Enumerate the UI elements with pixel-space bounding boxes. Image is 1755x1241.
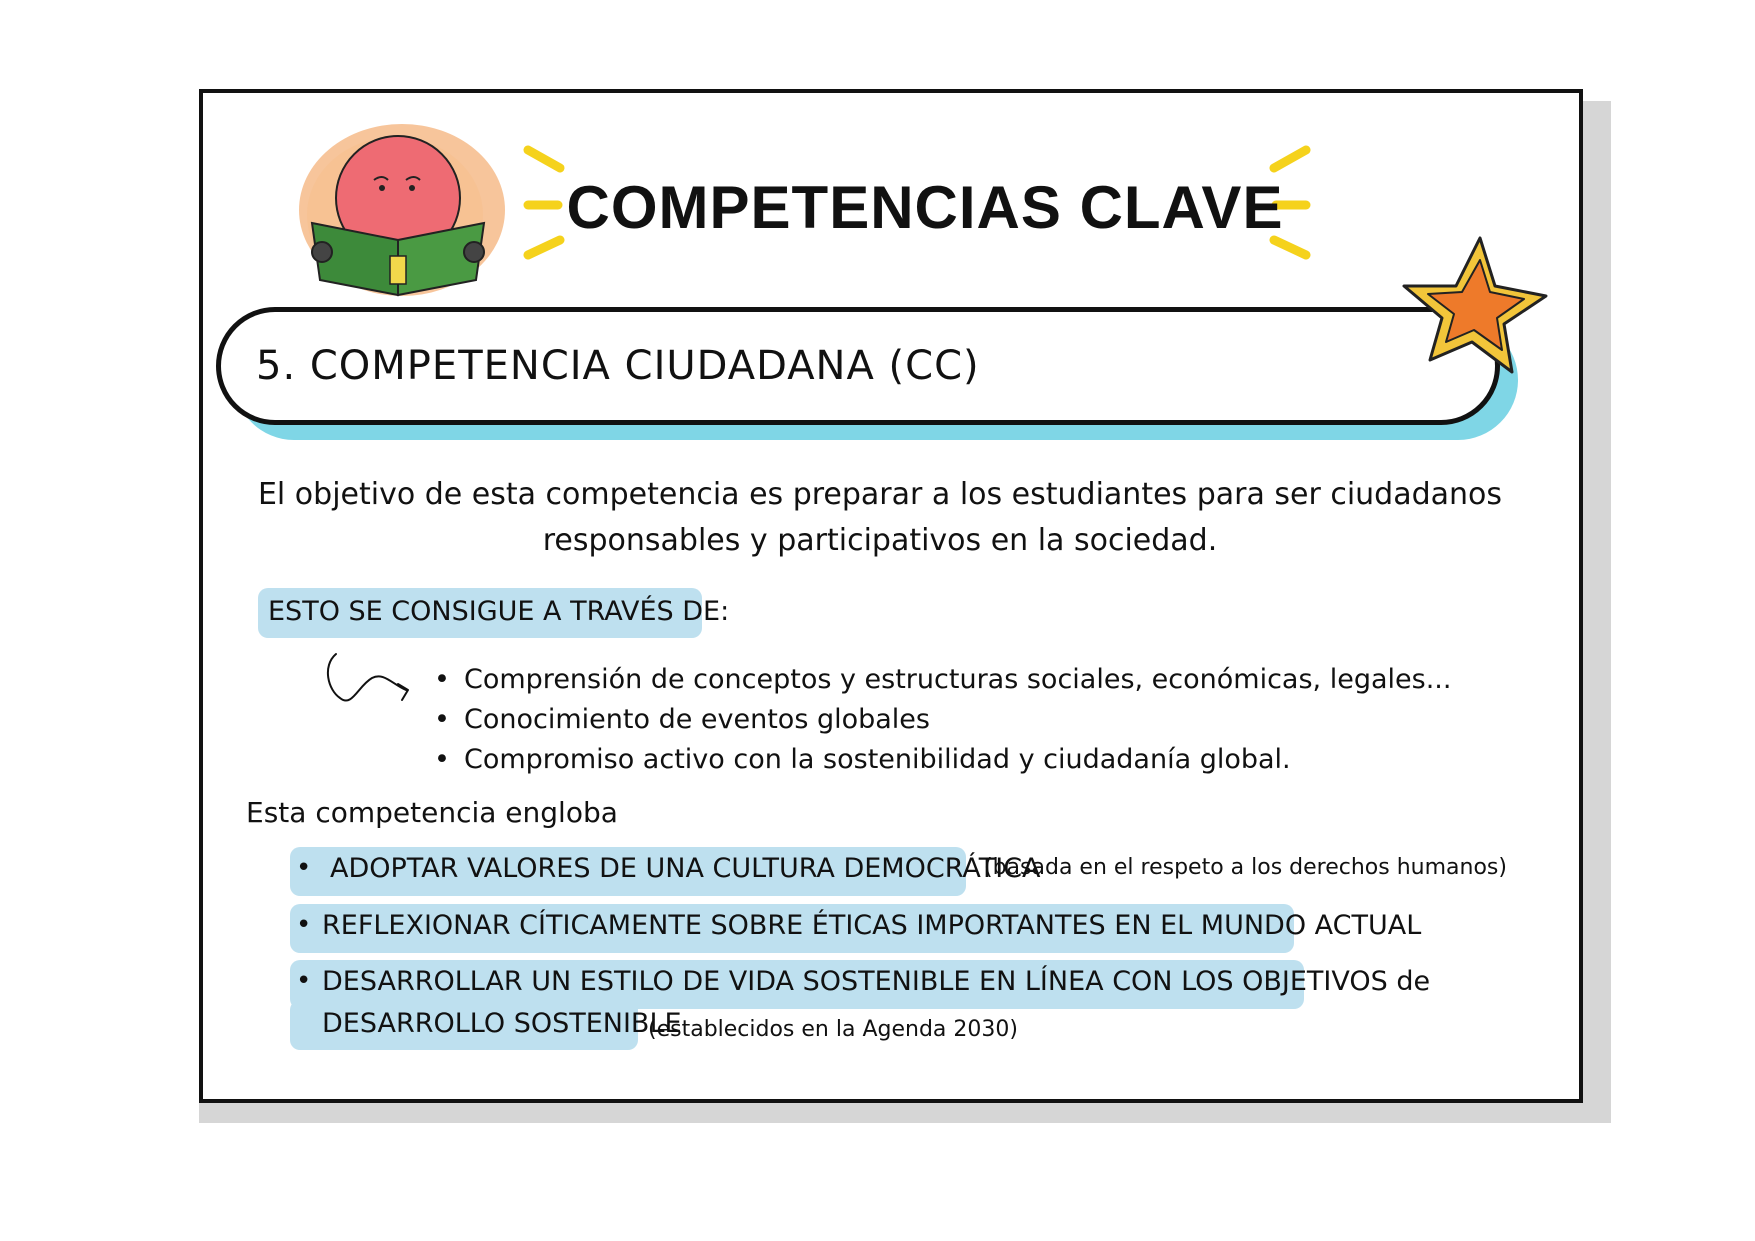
engloba-note-3: (establecidos en la Agenda 2030) [648, 1017, 1018, 1042]
curly-arrow-icon [322, 650, 414, 708]
reading-character-icon [290, 120, 510, 305]
intro-paragraph [230, 472, 1530, 564]
engloba-item-2: REFLEXIONAR CÍTICAMENTE SOBRE ÉTICAS IMPORTANTES EN EL MUNDO ACTUAL [322, 910, 1422, 941]
star-icon [1400, 234, 1548, 376]
engloba-label: Esta competencia engloba [246, 796, 618, 829]
engloba-item-3-line-2: DESARROLLO SOSTENIBLE [322, 1008, 682, 1039]
bullet-dot: • [296, 910, 312, 940]
engloba-note-1: (basada en el respeto a los derechos humanos) [984, 855, 1507, 880]
engloba-item-1: ADOPTAR VALORES DE UNA CULTURA DEMOCRÁTICA [330, 853, 1041, 884]
list-item: • Conocimiento de eventos globales [434, 700, 1451, 740]
list-item: • Comprensión de conceptos y estructuras sociales, económicas, legales... [434, 660, 1451, 700]
intro-line-2: responsables y participativos en la sociedad. [542, 523, 1218, 558]
page-title: COMPETENCIAS CLAVE [566, 174, 1284, 241]
bullet-dot: • [296, 966, 312, 996]
consigue-list [434, 660, 1451, 780]
engloba-item-3-line-1: DESARROLLAR UN ESTILO DE VIDA SOSTENIBLE EN LÍNEA CON LOS OBJETIVOS de [322, 966, 1431, 997]
list-item: • Compromiso activo con la sostenibilidad y ciudadanía global. [434, 740, 1451, 780]
consigue-label: ESTO SE CONSIGUE A TRAVÉS DE: [268, 596, 730, 627]
bullet-dot: • [296, 853, 312, 883]
section-title: 5. COMPETENCIA CIUDADANA (CC) [256, 343, 980, 389]
intro-line-1: El objetivo de esta competencia es preparar a los estudiantes para ser ciudadanos [257, 477, 1503, 512]
